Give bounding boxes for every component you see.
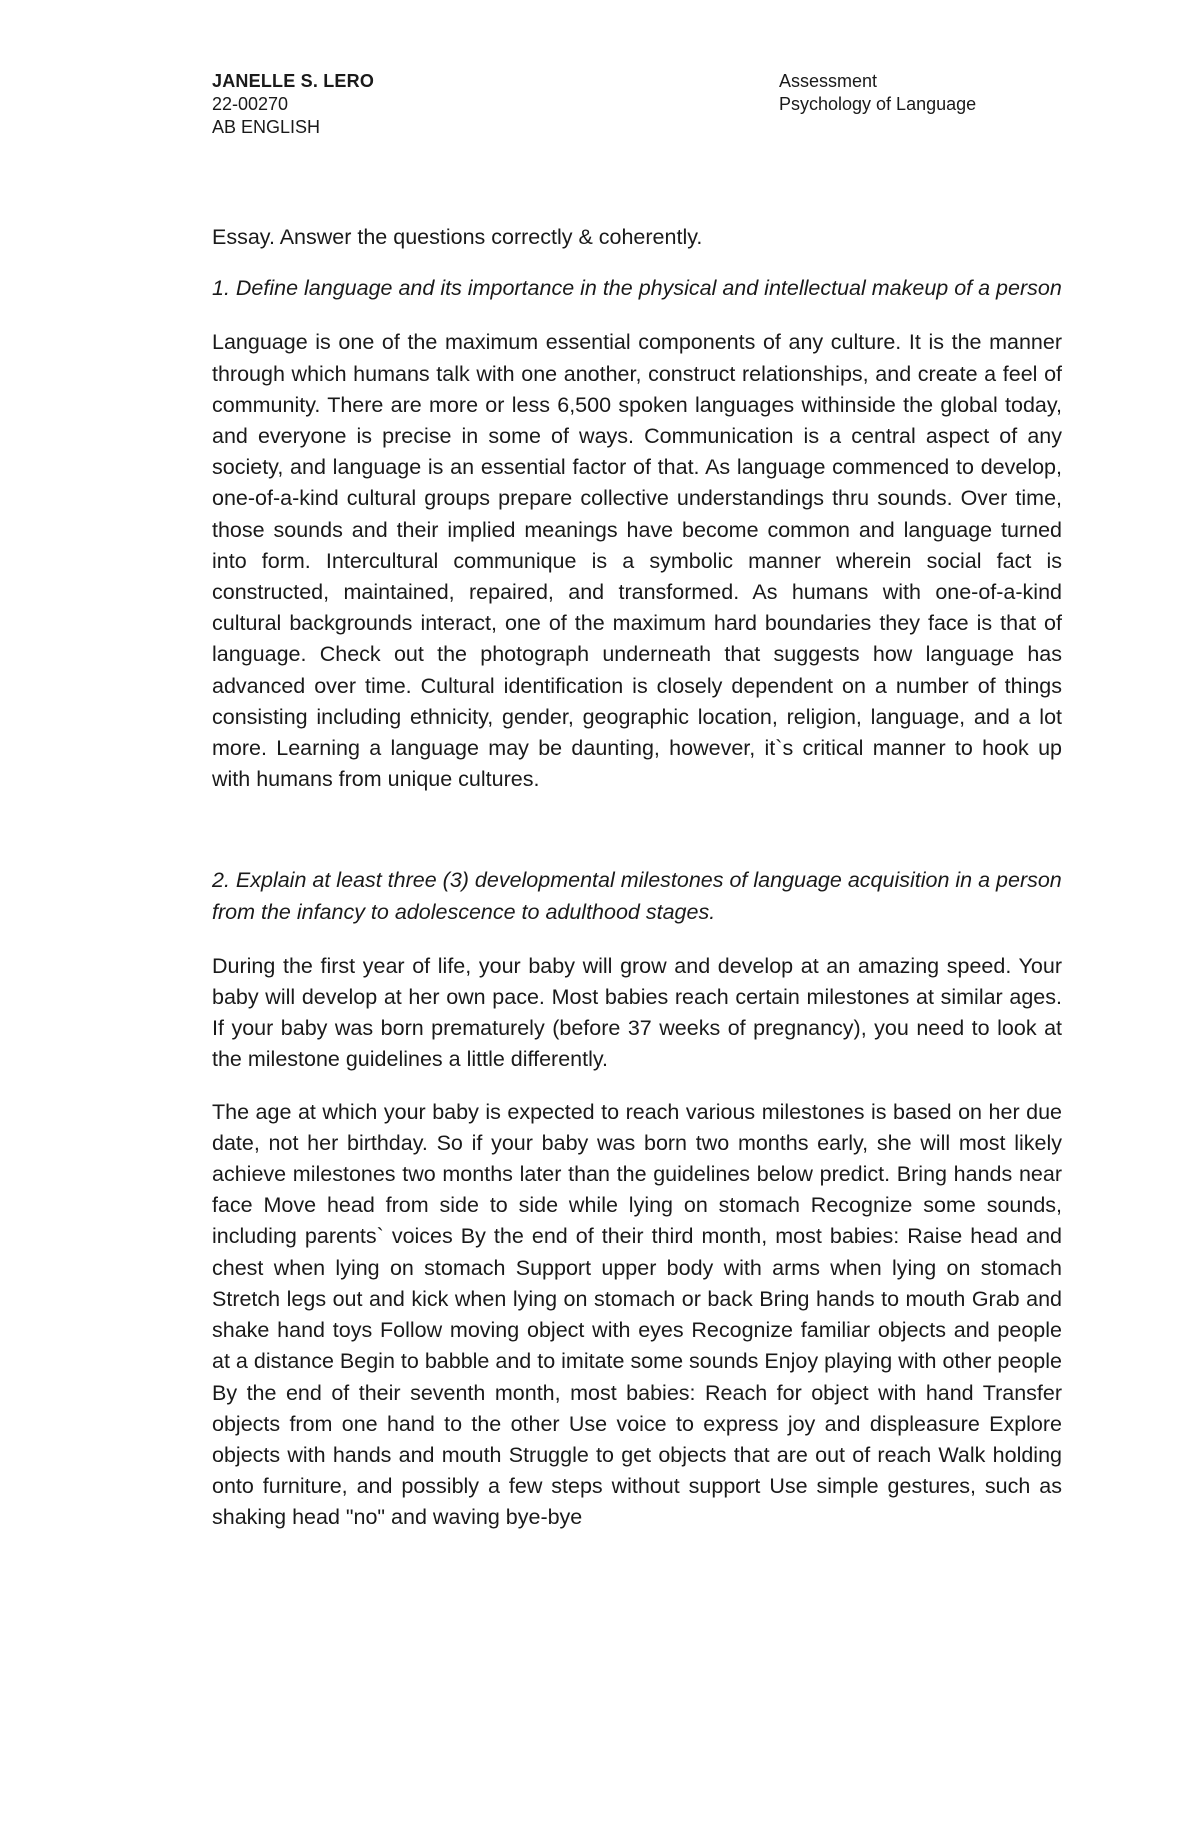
student-id: 22-00270 [212, 94, 289, 114]
document-type: Assessment [779, 71, 878, 91]
answer-1-paragraph: Language is one of the maximum essential components of any culture. It is the manner through which humans talk with one another, construct relationships, and create a feel of community. There are more or less 6,500 spoken languages withinside the global today, and everyone is precise in some of ways. Communication is a central aspect of any society, and language is an essential factor of that. As language commenced to develop, one-of-a-kind cultural groups prepare collective understandings thru sounds. Over time, those sounds and their implied meanings have become common and language turned into form. Intercultural communique is a symbolic manner wherein social fact is constructed, maintained, repaired, and transformed. As humans with one-of-a-kind cultural backgrounds interact, one of the maximum hard boundaries they face is that of language. Check out the photograph underneath that suggests how language has advanced over time. Cultural identification is closely dependent on a number of things consisting including ethnicity, gender, geographic location, religion, language, and a lot more. Learning a language may be daunting, however, it`s critical manner to hook up with humans from unique cultures. [212, 330, 1062, 792]
essay-body [212, 222, 1062, 1534]
assessment-info [779, 70, 976, 116]
answer-2-paragraph-1: During the first year of life, your baby will grow and develop at an amazing speed. Your baby will develop at her own pace. Most babies reach certain milestones at similar ages. If your baby was born prematurely (before 37 weeks of pregnancy), you need to look at the milestone guidelines a little differently. [212, 953, 1062, 1072]
essay-instructions: Essay. Answer the questions correctly & coherently. [212, 225, 703, 249]
student-name: JANELLE S. LERO [212, 71, 375, 91]
course-subject: Psychology of Language [779, 94, 977, 114]
answer-2-paragraph-2: The age at which your baby is expected to reach various milestones is based on her due date, not her birthday. So if your baby was born two months early, she will most likely achieve milestones two months later than the guidelines below predict. Bring hands near face Move head from side to side while lying on stomach Recognize some sounds, including parents` voices By the end of their third month, most babies: Raise head and chest when lying on stomach Support upper body with arms when lying on stomach Stretch legs out and kick when lying on stomach or back Bring hands to mouth Grab and shake hand toys Follow moving object with eyes Recognize familiar objects and people at a distance Begin to babble and to imitate some sounds Enjoy playing with other people By the end of their seventh month, most babies: Reach for object with hand Transfer objects from one hand to the other Use voice to express joy and displeasure Explore objects with hands and mouth Struggle to get objects that are out of reach Walk holding onto furniture, and possibly a few steps without support Use simple gestures, such as shaking head "no" and waving bye-bye [212, 1099, 1062, 1530]
question-2: 2. Explain at least three (3) developmental milestones of language acquisition in a person from the infancy to adolescence to adulthood stages. [212, 868, 1062, 924]
student-program: AB ENGLISH [212, 117, 321, 137]
student-info [212, 70, 374, 139]
question-1: 1. Define language and its importance in the physical and intellectual makeup of a person [212, 276, 1062, 301]
